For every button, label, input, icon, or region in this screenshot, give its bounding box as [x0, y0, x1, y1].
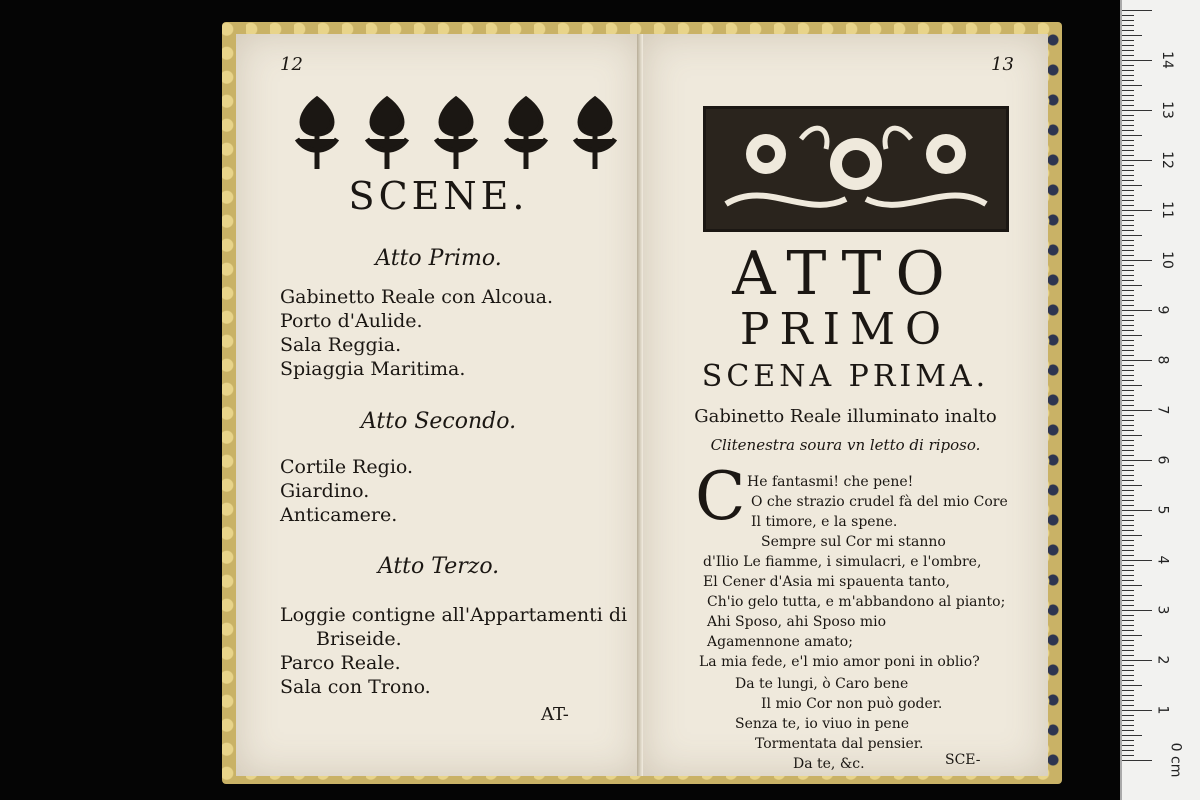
ruler-tick	[1122, 455, 1134, 456]
ruler-tick	[1122, 90, 1134, 91]
scene-entry: Briseide.	[316, 628, 402, 650]
scene-heading: SCENE.	[348, 174, 529, 218]
ruler-tick	[1122, 110, 1152, 111]
ruler-label: 5	[1154, 505, 1171, 515]
ruler-tick	[1122, 345, 1134, 346]
verse-line: Tormentata dal pensier.	[755, 736, 924, 752]
ruler-tick	[1122, 465, 1134, 466]
verse-line: Sempre sul Cor mi stanno	[761, 534, 946, 550]
ruler-label: 9	[1154, 305, 1171, 315]
ruler-tick	[1122, 95, 1134, 96]
ruler-tick	[1122, 440, 1134, 441]
ruler-tick	[1122, 80, 1134, 81]
ruler-tick	[1122, 425, 1134, 426]
ruler-tick	[1122, 685, 1142, 686]
ruler-tick	[1122, 320, 1134, 321]
ruler-tick	[1122, 165, 1134, 166]
ruler-tick	[1122, 675, 1134, 676]
ruler-tick	[1122, 250, 1134, 251]
ruler-tick	[1122, 225, 1134, 226]
ruler-tick	[1122, 525, 1134, 526]
ruler-tick	[1122, 695, 1134, 696]
ruler-tick	[1122, 280, 1134, 281]
ruler-label: 13	[1158, 101, 1175, 119]
ruler-tick	[1122, 40, 1134, 41]
ruler-tick	[1122, 720, 1134, 721]
catchword-right: SCE-	[945, 752, 981, 768]
ruler-tick	[1122, 155, 1134, 156]
ruler-tick	[1122, 640, 1134, 641]
ruler-label: 2	[1154, 655, 1171, 665]
woodcut-headpiece	[703, 106, 1009, 232]
act-title: Atto Secondo.	[360, 409, 517, 434]
scene-entry: Sala Reggia.	[280, 334, 402, 356]
ruler-tick	[1122, 390, 1134, 391]
ornament-icon	[564, 94, 626, 174]
ruler-label: 4	[1154, 555, 1171, 565]
ruler-tick	[1122, 200, 1134, 201]
ruler-tick	[1122, 665, 1134, 666]
ruler-tick	[1122, 585, 1142, 586]
ruler-tick	[1122, 145, 1134, 146]
ruler-tick	[1122, 75, 1134, 76]
ruler-tick	[1122, 615, 1134, 616]
ruler-tick	[1122, 45, 1134, 46]
ruler-tick	[1122, 240, 1134, 241]
scene-entry: Sala con Trono.	[280, 676, 431, 698]
ruler-tick	[1122, 445, 1134, 446]
ruler-tick	[1122, 510, 1152, 511]
ruler-tick	[1122, 400, 1134, 401]
ruler-tick	[1122, 730, 1134, 731]
ruler-tick	[1122, 490, 1134, 491]
ruler-tick	[1122, 645, 1134, 646]
verse-line: O che strazio crudel fà del mio Core	[751, 494, 1008, 510]
ruler-tick	[1122, 735, 1142, 736]
headpiece-ornament-left	[286, 94, 626, 179]
scene-entry: Gabinetto Reale con Alcoua.	[280, 286, 554, 308]
ruler-tick	[1122, 375, 1134, 376]
ruler-tick	[1122, 715, 1134, 716]
ruler-tick	[1122, 650, 1134, 651]
ruler-tick	[1122, 355, 1134, 356]
verse-line: El Cener d'Asia mi spauenta tanto,	[703, 574, 950, 590]
ruler-tick	[1122, 625, 1134, 626]
ruler-tick	[1122, 595, 1134, 596]
ruler-tick	[1122, 680, 1134, 681]
scene-title: SCENA PRIMA.	[701, 359, 990, 394]
ruler-tick	[1122, 270, 1134, 271]
verse-line: Il timore, e la spene.	[751, 514, 898, 530]
ruler-tick	[1122, 560, 1152, 561]
act-title: Atto Terzo.	[377, 554, 500, 579]
ruler-label: 12	[1158, 151, 1175, 169]
ruler-tick	[1122, 710, 1152, 711]
measurement-ruler	[1120, 0, 1200, 800]
ruler-tick	[1122, 130, 1134, 131]
ruler-tick	[1122, 475, 1134, 476]
ruler-tick	[1122, 150, 1134, 151]
verse-line: He fantasmi! che pene!	[747, 474, 914, 490]
ruler-tick	[1122, 340, 1134, 341]
ruler-tick	[1122, 220, 1134, 221]
ruler-tick	[1122, 380, 1134, 381]
catchword-left: AT-	[541, 704, 569, 725]
ruler-tick	[1122, 105, 1134, 106]
verse-line: Il mio Cor non può goder.	[761, 696, 943, 712]
ruler-tick	[1122, 230, 1134, 231]
ruler-tick	[1122, 485, 1142, 486]
ruler-tick	[1122, 330, 1134, 331]
ruler-tick	[1122, 515, 1134, 516]
ruler-label: 0 cm	[1167, 742, 1184, 778]
ruler-tick	[1122, 580, 1134, 581]
ruler-tick	[1122, 660, 1152, 661]
ruler-tick	[1122, 705, 1134, 706]
ruler-tick	[1122, 410, 1152, 411]
ruler-tick	[1122, 20, 1134, 21]
act-title-line1: ATTO	[732, 239, 959, 309]
ruler-tick	[1122, 115, 1134, 116]
scene-entry: Cortile Regio.	[280, 456, 414, 478]
ruler-tick	[1122, 500, 1134, 501]
ruler-label: 1	[1154, 705, 1171, 715]
ruler-tick	[1122, 460, 1152, 461]
ruler-tick	[1122, 540, 1134, 541]
ruler-tick	[1122, 290, 1134, 291]
ruler-tick	[1122, 740, 1134, 741]
ornament-icon	[495, 94, 557, 174]
ruler-tick	[1122, 10, 1152, 11]
ruler-tick	[1122, 60, 1152, 61]
ruler-tick	[1122, 55, 1134, 56]
ruler-tick	[1122, 655, 1134, 656]
scene-entry: Spiaggia Maritima.	[280, 358, 466, 380]
left-page	[236, 34, 641, 776]
ruler-tick	[1122, 180, 1134, 181]
ornament-icon	[425, 94, 487, 174]
ruler-tick	[1122, 315, 1134, 316]
right-page	[643, 34, 1048, 776]
ruler-tick	[1122, 125, 1134, 126]
ruler-tick	[1122, 700, 1134, 701]
ruler-tick	[1122, 690, 1134, 691]
scene-entry: Loggie contigne all'Appartamenti di	[280, 604, 628, 626]
act-title: Atto Primo.	[375, 246, 502, 271]
scene-entry: Anticamere.	[280, 504, 398, 526]
ruler-tick	[1122, 295, 1134, 296]
verse-line: Ch'io gelo tutta, e m'abbandono al pianto;	[707, 594, 1006, 610]
ruler-tick	[1122, 760, 1152, 761]
ruler-tick	[1122, 30, 1134, 31]
ruler-tick	[1122, 555, 1134, 556]
ruler-tick	[1122, 600, 1134, 601]
page-number-left: 12	[280, 54, 303, 75]
ruler-tick	[1122, 370, 1134, 371]
ruler-tick	[1122, 520, 1134, 521]
ruler-tick	[1122, 170, 1134, 171]
ruler-tick	[1122, 620, 1134, 621]
ruler-tick	[1122, 245, 1134, 246]
ruler-tick	[1122, 745, 1134, 746]
ruler-tick	[1122, 100, 1134, 101]
ruler-tick	[1122, 160, 1152, 161]
ruler-tick	[1122, 205, 1134, 206]
page-number-right: 13	[991, 54, 1014, 75]
ruler-tick	[1122, 210, 1152, 211]
ruler-tick	[1122, 550, 1134, 551]
ruler-tick	[1122, 120, 1134, 121]
ruler-tick	[1122, 610, 1152, 611]
ruler-tick	[1122, 275, 1134, 276]
verse-line: La mia fede, e'l mio amor poni in oblio?	[699, 654, 980, 670]
ornament-icon	[286, 94, 348, 174]
ruler-tick	[1122, 575, 1134, 576]
ruler-tick	[1122, 360, 1152, 361]
scene-entry: Parco Reale.	[280, 652, 401, 674]
ruler-tick	[1122, 50, 1134, 51]
ruler-tick	[1122, 65, 1134, 66]
verse-line: Agamennone amato;	[707, 634, 853, 650]
ruler-tick	[1122, 635, 1142, 636]
ruler-tick	[1122, 25, 1134, 26]
verse-line: Ahi Sposo, ahi Sposo mio	[707, 614, 887, 630]
ruler-tick	[1122, 305, 1134, 306]
ruler-tick	[1122, 35, 1142, 36]
ruler-tick	[1122, 365, 1134, 366]
ruler-tick	[1122, 605, 1134, 606]
act-title-line2: PRIMO	[739, 304, 952, 355]
ruler-tick	[1122, 325, 1134, 326]
ruler-tick	[1122, 670, 1134, 671]
scene-entry: Porto d'Aulide.	[280, 310, 423, 332]
verse-line: Da te lungi, ò Caro bene	[735, 676, 909, 692]
ruler-tick	[1122, 350, 1134, 351]
character-direction: Clitenestra soura vn letto di riposo.	[710, 436, 981, 454]
ruler-label: 7	[1154, 405, 1171, 415]
ruler-label: 10	[1158, 251, 1175, 269]
ruler-tick	[1122, 415, 1134, 416]
ruler-tick	[1122, 260, 1152, 261]
ruler-tick	[1122, 300, 1134, 301]
ruler-tick	[1122, 235, 1142, 236]
ruler-tick	[1122, 530, 1134, 531]
book-spread	[222, 22, 1062, 784]
ruler-tick	[1122, 495, 1134, 496]
ruler-tick	[1122, 215, 1134, 216]
verse-line: Senza te, io viuo in pene	[735, 716, 910, 732]
verse-line: Da te, &c.	[793, 756, 865, 772]
ruler-tick	[1122, 590, 1134, 591]
ruler-tick	[1122, 725, 1134, 726]
ruler-tick	[1122, 750, 1134, 751]
ruler-tick	[1122, 255, 1134, 256]
ruler-tick	[1122, 545, 1134, 546]
ruler-tick	[1122, 395, 1134, 396]
ruler-label: 6	[1154, 455, 1171, 465]
ruler-tick	[1122, 450, 1134, 451]
ruler-tick	[1122, 570, 1134, 571]
ruler-tick	[1122, 310, 1152, 311]
ruler-tick	[1122, 285, 1142, 286]
ruler-tick	[1122, 85, 1142, 86]
ruler-tick	[1122, 335, 1142, 336]
ruler-label: 3	[1154, 605, 1171, 615]
ruler-tick	[1122, 480, 1134, 481]
ruler-tick	[1122, 140, 1134, 141]
scene-setting: Gabinetto Reale illuminato inalto	[694, 406, 997, 427]
drop-cap: C	[695, 458, 746, 535]
ruler-tick	[1122, 185, 1142, 186]
ruler-tick	[1122, 420, 1134, 421]
ruler-label: 8	[1154, 355, 1171, 365]
ruler-tick	[1122, 430, 1134, 431]
ruler-tick	[1122, 175, 1134, 176]
ornament-icon	[356, 94, 418, 174]
ruler-tick	[1122, 190, 1134, 191]
ruler-label: 14	[1158, 51, 1175, 69]
ruler-tick	[1122, 755, 1134, 756]
ruler-tick	[1122, 135, 1142, 136]
ruler-tick	[1122, 15, 1134, 16]
ruler-tick	[1122, 195, 1134, 196]
ruler-tick	[1122, 405, 1134, 406]
ruler-tick	[1122, 435, 1142, 436]
ruler-tick	[1122, 385, 1142, 386]
verse-line: d'Ilio Le fiamme, i simulacri, e l'ombre,	[703, 554, 982, 570]
ruler-tick	[1122, 265, 1134, 266]
ruler-label: 11	[1158, 201, 1175, 219]
ruler-tick	[1122, 505, 1134, 506]
ruler-tick	[1122, 565, 1134, 566]
ruler-tick	[1122, 470, 1134, 471]
ruler-tick	[1122, 535, 1142, 536]
ruler-tick	[1122, 70, 1134, 71]
ruler-tick	[1122, 630, 1134, 631]
scene-entry: Giardino.	[280, 480, 370, 502]
